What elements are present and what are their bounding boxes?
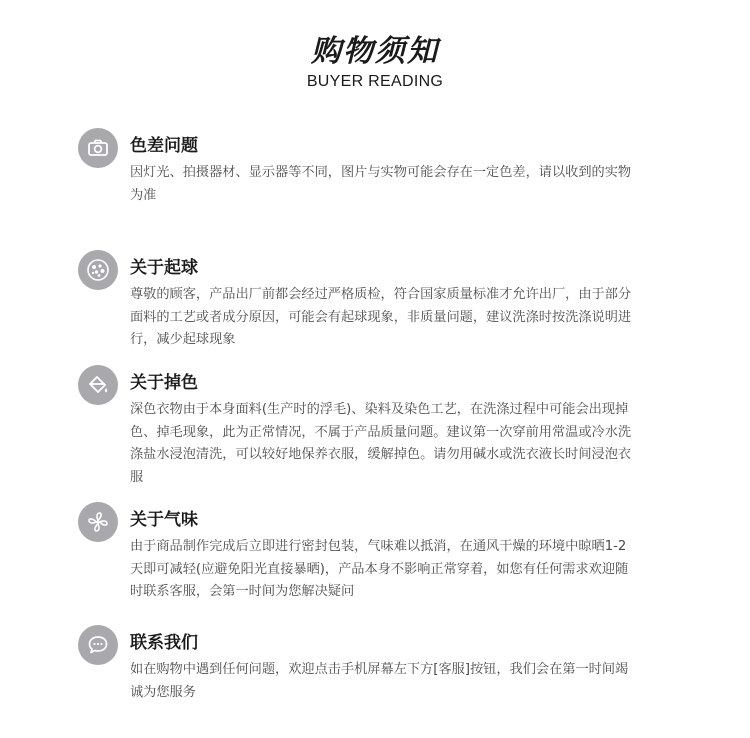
section-body: 深色衣物由于本身面料(生产时的浮毛)、染料及染色工艺，在洗涤过程中可能会出现掉色、掉毛现象，此为正常情况，不属于产品质量问题。建议第一次穿前用常温或冷水洗涤盐水浸泡清洗，可以较好地保养衣服，缓解掉色。请勿用碱水或洗衣液长时间浸泡衣服 xyxy=(130,402,632,485)
section-body: 由于商品制作完成后立即进行密封包装，气味难以抵消，在通风干燥的环境中晾晒1-2天即可减轻(应避免阳光直接暴晒)，产品本身不影响正常穿着，如您有任何需求欢迎随时联系客服，会第一时间为您解决疑问 xyxy=(130,539,629,599)
section-body: 如在购物中遇到任何问题，欢迎点击手机屏幕左下方[客服]按钮，我们会在第一时间竭诚为您服务 xyxy=(130,662,629,700)
section-body: 因灯光、拍摄器材、显示器等不同，图片与实物可能会存在一定色差，请以收到的实物为准 xyxy=(130,165,632,203)
chat-bubble-icon xyxy=(78,625,118,665)
section-title: 关于气味 xyxy=(130,510,198,530)
section-body: 尊敬的顾客，产品出厂前都会经过严格质检，符合国家质量标准才允许出厂，由于部分面料的工艺或者成分原因，可能会有起球现象，非质量问题，建议洗涤时按洗涤说明进行，减少起球现象 xyxy=(130,287,632,347)
section-title: 关于掉色 xyxy=(130,373,198,393)
section-title: 关于起球 xyxy=(130,258,198,278)
page-title: 购物须知 xyxy=(311,34,439,69)
paint-bucket-icon xyxy=(78,365,118,405)
page-subtitle: BUYER READING xyxy=(306,73,444,90)
camera-icon xyxy=(78,128,118,168)
section-title: 联系我们 xyxy=(130,633,198,653)
section-title: 色差问题 xyxy=(130,136,198,156)
fan-icon xyxy=(78,502,118,542)
pilling-dots-icon xyxy=(78,250,118,290)
